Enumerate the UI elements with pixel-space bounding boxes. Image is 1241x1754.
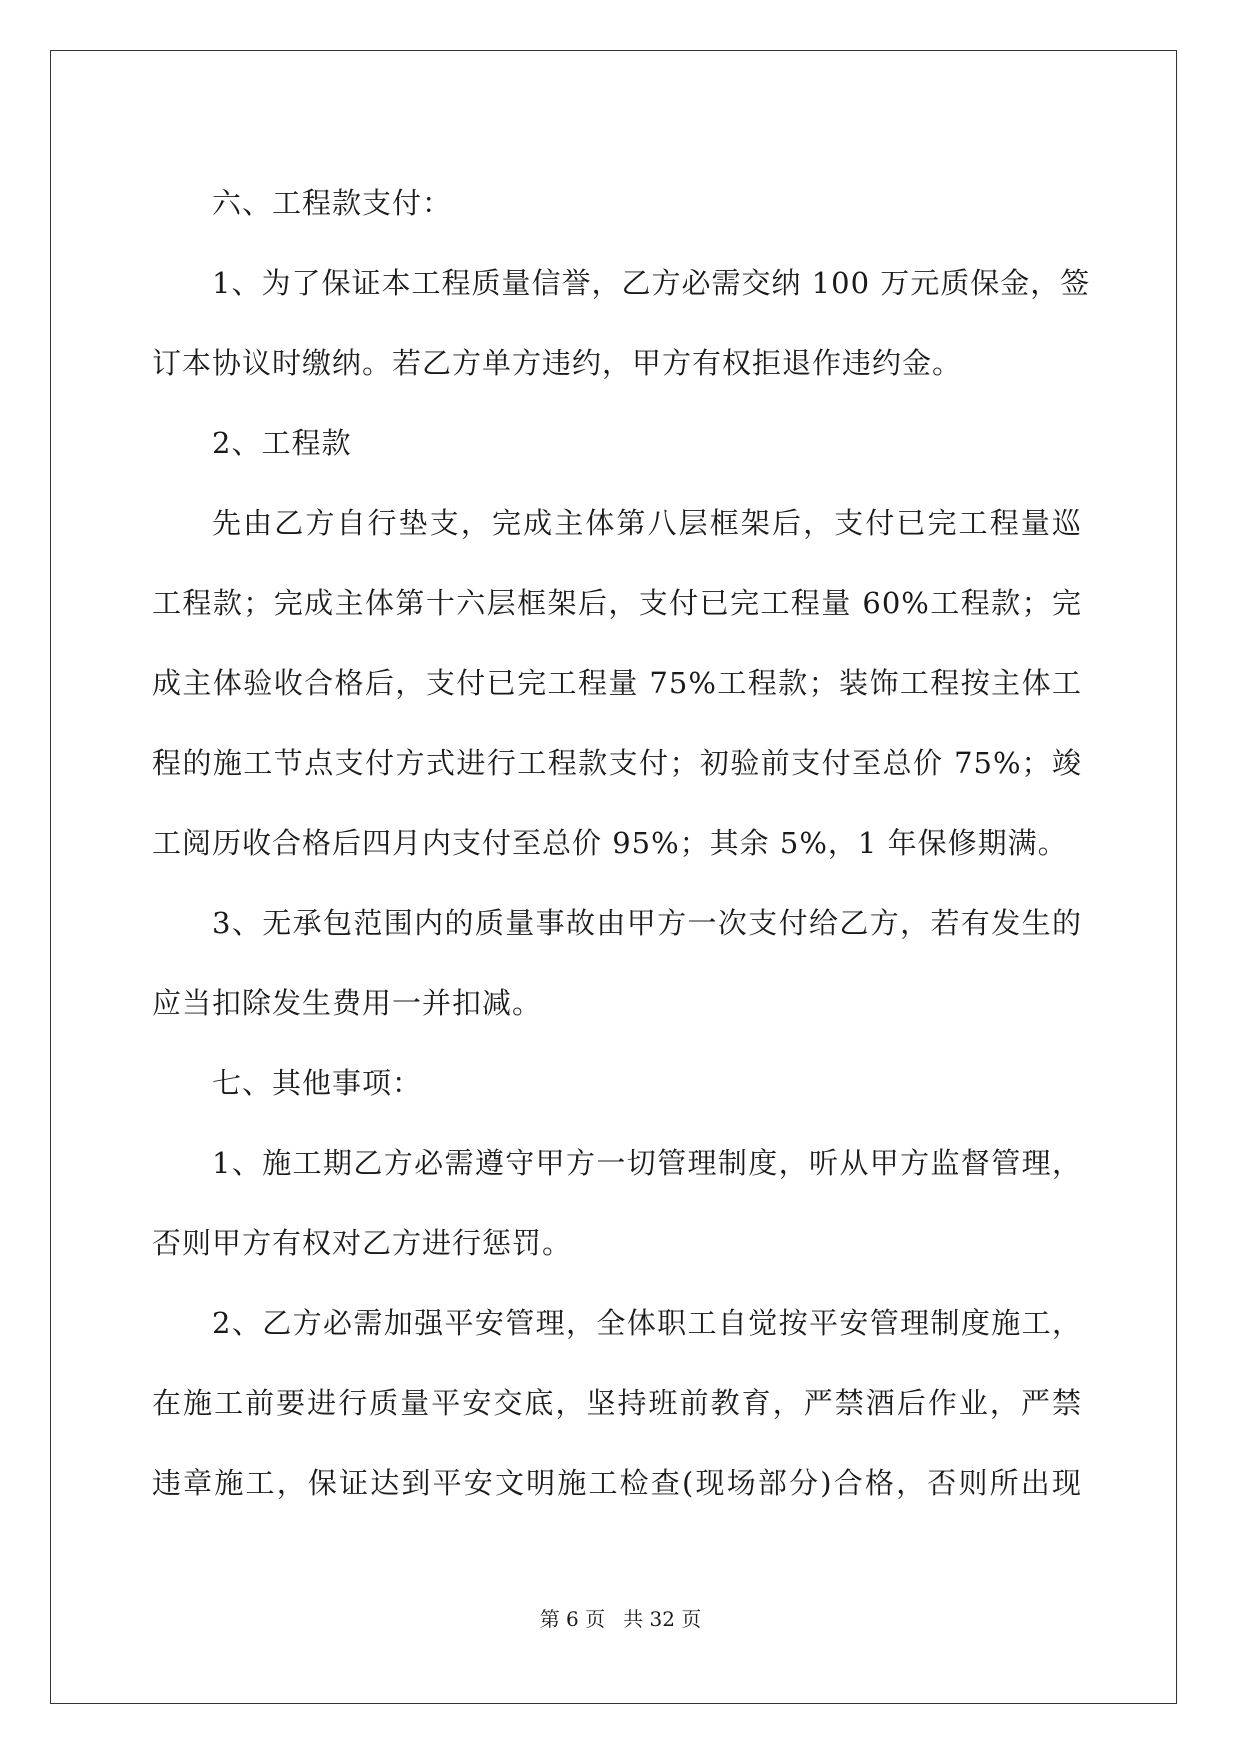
paragraph-line: 先由乙方自行垫支，完成主体第八层框架后，支付已完工程量巡 xyxy=(212,506,1082,540)
page-total: 共 32 页 xyxy=(623,1607,702,1631)
paragraph-line: 2、乙方必需加强平安管理，全体职工自觉按平安管理制度施工， xyxy=(212,1306,1082,1340)
paragraph-line: 在施工前要进行质量平安交底，坚持班前教育，严禁酒后作业，严禁 xyxy=(152,1386,1082,1420)
paragraph-line: 3、无承包范围内的质量事故由甲方一次支付给乙方，若有发生的 xyxy=(212,906,1082,940)
paragraph-line: 工阅历收合格后四月内支付至总价 95%；其余 5%，1 年保修期满。 xyxy=(152,826,1068,860)
section-heading-payment: 六、工程款支付： xyxy=(212,186,453,220)
subheading-project-payment: 2、工程款 xyxy=(212,426,352,460)
paragraph-line: 工程款；完成主体第十六层框架后，支付已完工程量 60%工程款；完 xyxy=(152,586,1082,620)
paragraph-line: 订本协议时缴纳。若乙方单方违约，甲方有权拒退作违约金。 xyxy=(152,346,963,380)
paragraph-line: 1、施工期乙方必需遵守甲方一切管理制度，听从甲方监督管理， xyxy=(212,1146,1082,1180)
section-heading-other: 七、其他事项： xyxy=(212,1066,423,1100)
paragraph-line: 应当扣除发生费用一并扣减。 xyxy=(152,986,543,1020)
page-number: 第 6 页 xyxy=(539,1607,606,1631)
paragraph-line: 程的施工节点支付方式进行工程款支付；初验前支付至总价 75%；竣 xyxy=(152,746,1082,780)
paragraph-line: 成主体验收合格后，支付已完工程量 75%工程款；装饰工程按主体工 xyxy=(152,666,1082,700)
paragraph-line: 否则甲方有权对乙方进行惩罚。 xyxy=(152,1226,573,1260)
paragraph-line: 违章施工，保证达到平安文明施工检查(现场部分)合格，否则所出现 xyxy=(152,1466,1082,1500)
paragraph-line: 1、为了保证本工程质量信誉，乙方必需交纳 100 万元质保金，签 xyxy=(212,266,1091,300)
page-footer xyxy=(0,1603,1241,1632)
document-body xyxy=(152,163,1091,1523)
